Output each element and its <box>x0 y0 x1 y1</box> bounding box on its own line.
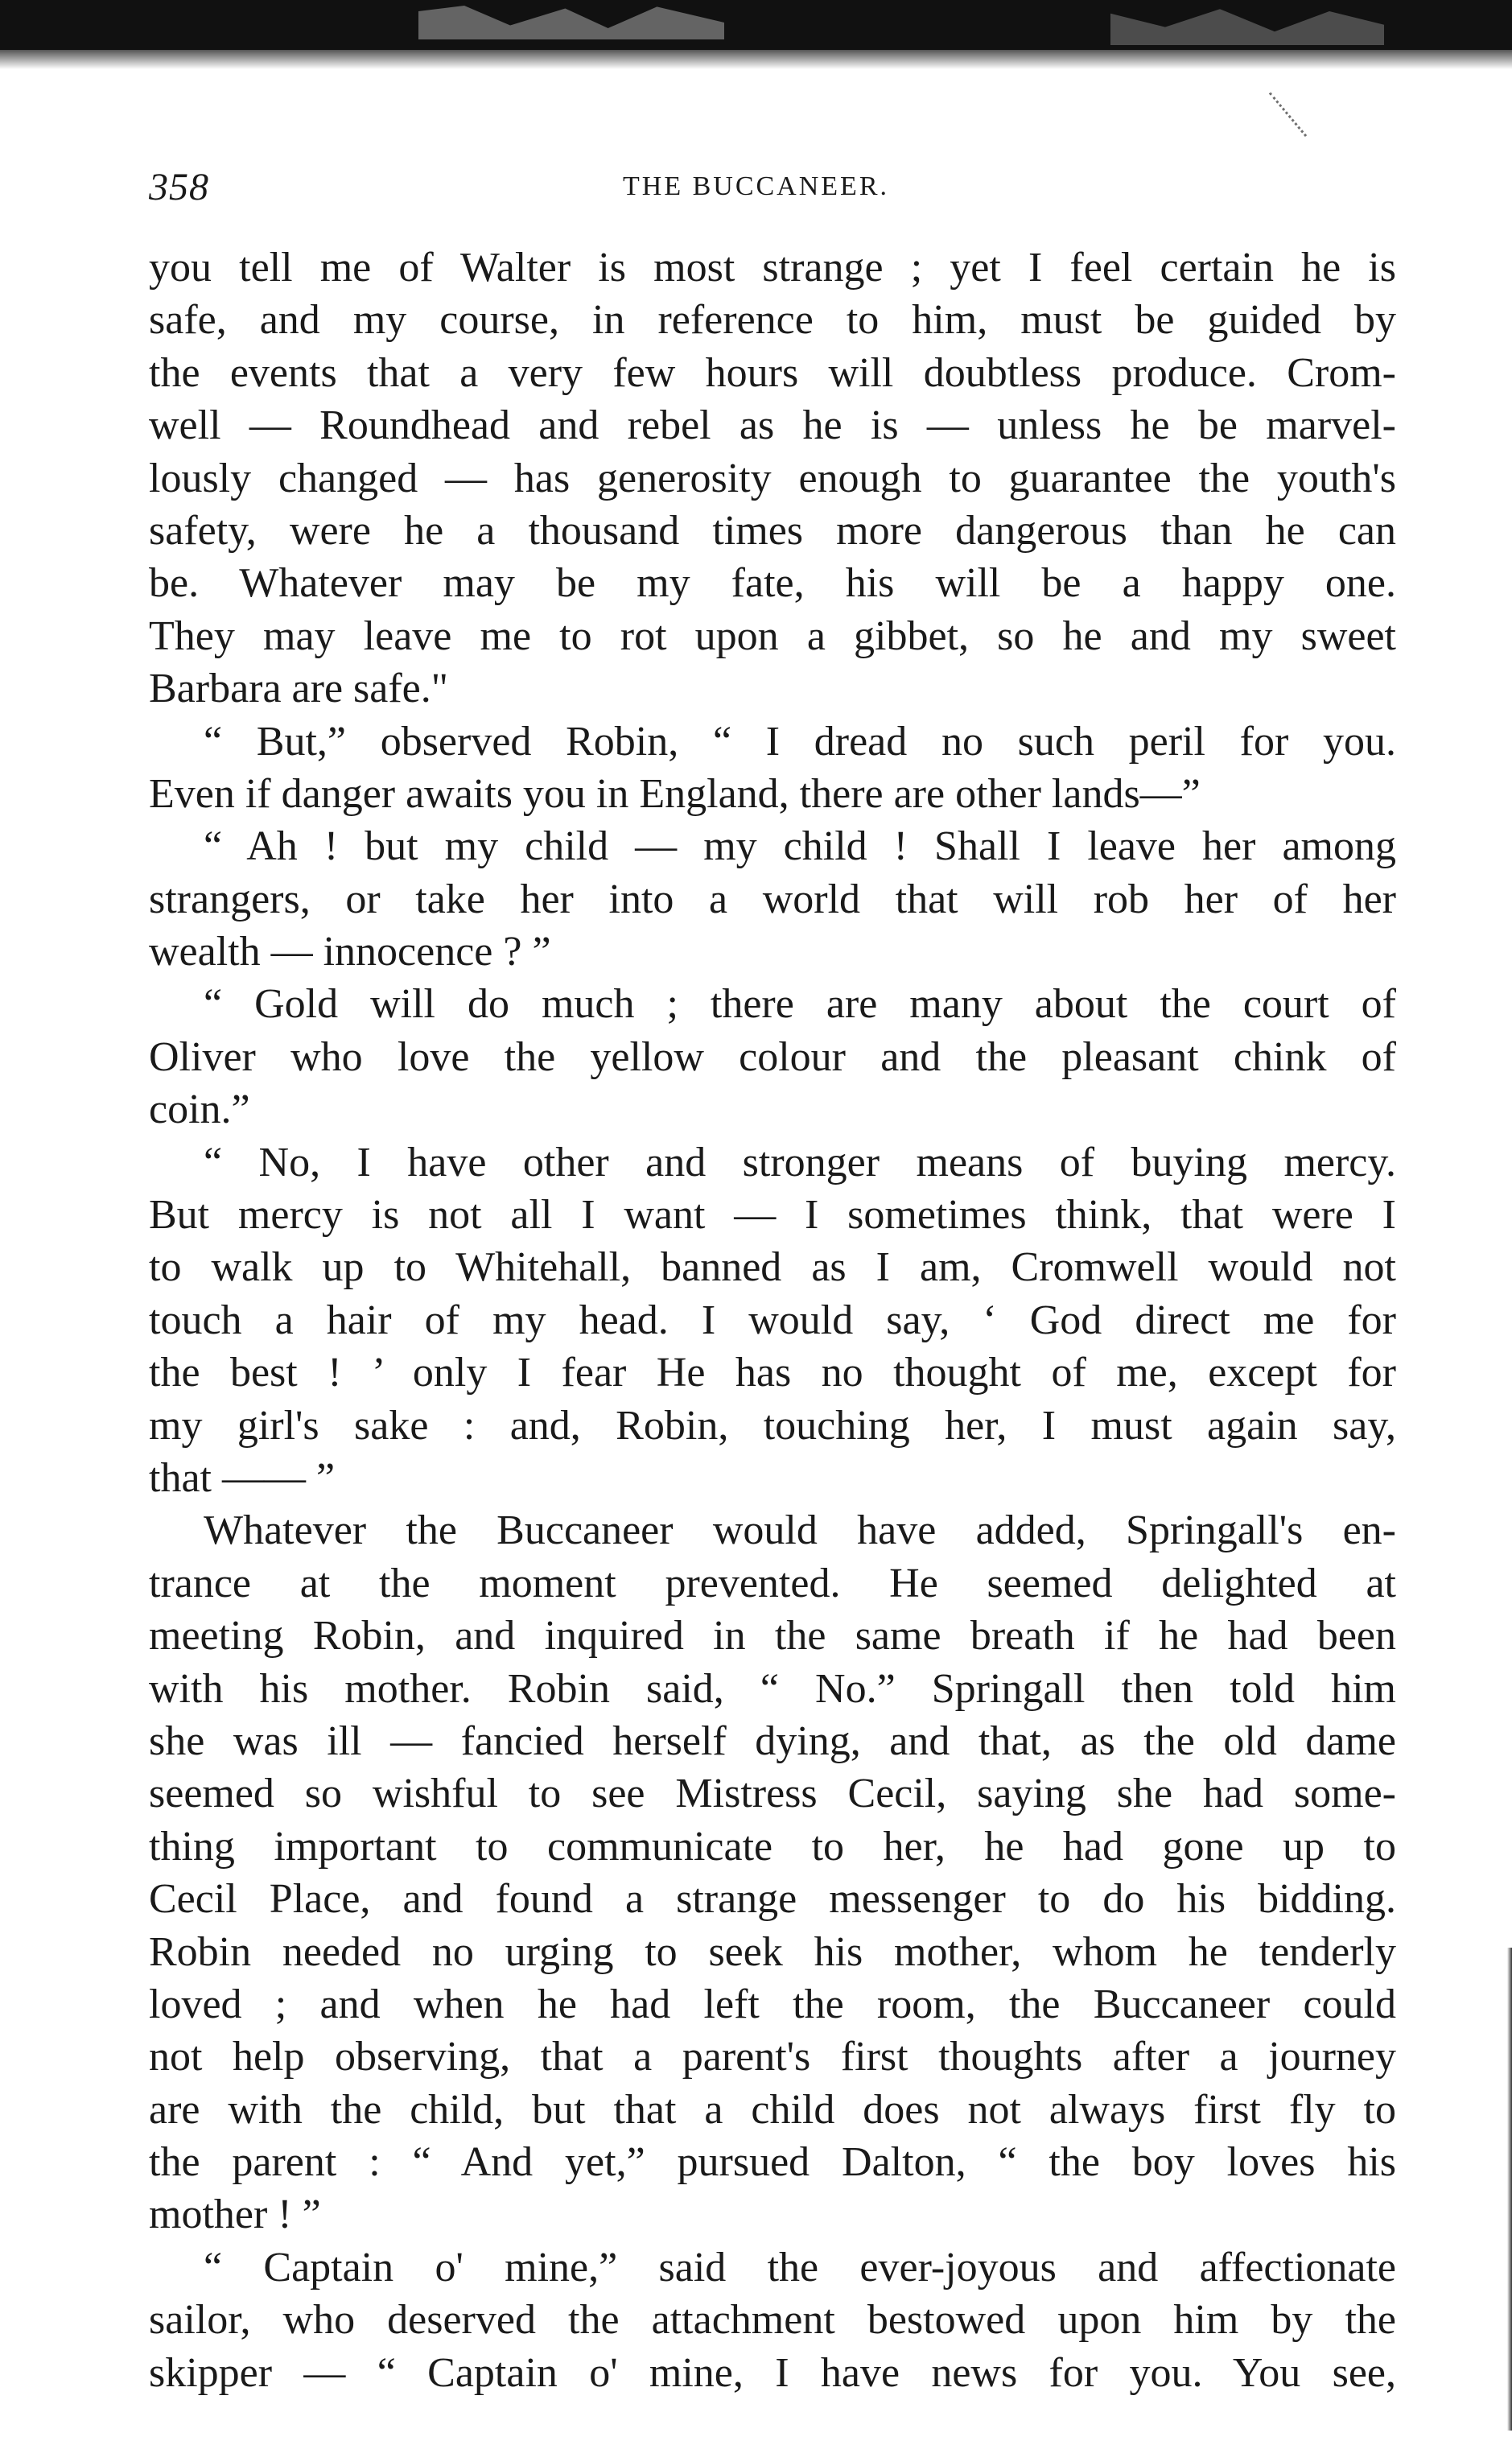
text-line: be. Whatever may be my fate, his will be a happy one. <box>149 560 1396 607</box>
page-edge-shadow <box>1507 1948 1512 2431</box>
text-line: strangers, or take her into a world that will rob her of her <box>149 876 1396 922</box>
text-line: “ Captain o' mine,” said the ever-joyous and affectionate <box>204 2244 1396 2290</box>
text-line: “ Ah ! but my child — my child ! Shall I leave her among <box>204 823 1396 870</box>
text-line: They may leave me to rot upon a gibbet, so he and my sweet <box>149 612 1396 659</box>
text-line: thing important to communicate to her, he had gone up to <box>149 1823 1396 1870</box>
text-line: the events that a very few hours will doubtless produce. Crom- <box>149 349 1396 396</box>
text-line: not help observing, that a parent's first thoughts after a journey <box>149 2034 1396 2080</box>
scan-artifact <box>1269 61 1344 137</box>
text-line: seemed so wishful to see Mistress Cecil, saying she had some- <box>149 1771 1396 1817</box>
text-line: Cecil Place, and found a strange messenger to do his bidding. <box>149 1876 1396 1923</box>
text-line: safety, were he a thousand times more dangerous than he can <box>149 507 1396 554</box>
text-line: Robin needed no urging to seek his mother, whom he tenderly <box>149 1928 1396 1975</box>
text-line: Oliver who love the yellow colour and the pleasant chink of <box>149 1033 1396 1080</box>
text-line: meeting Robin, and inquired in the same breath if he had been <box>149 1613 1396 1660</box>
text-line: that —— ” <box>149 1454 336 1501</box>
text-line: “ Gold will do much ; there are many about the court of <box>204 981 1396 1028</box>
text-line: the best ! ’ only I fear He has no thought of me, except for <box>149 1350 1396 1396</box>
text-line: Barbara are safe." <box>149 666 448 712</box>
text-line: wealth — innocence ? ” <box>149 929 551 975</box>
text-line: you tell me of Walter is most strange ; yet I feel certain he is <box>149 245 1396 291</box>
text-line: But mercy is not all I want — I sometimes think, that were I <box>149 1192 1396 1239</box>
text-line: Whatever the Buccaneer would have added, Springall's en- <box>204 1507 1396 1554</box>
text-line: well — Roundhead and rebel as he is — unless he be marvel- <box>149 402 1396 449</box>
text-line: to walk up to Whitehall, banned as I am, Cromwell would not <box>149 1244 1396 1291</box>
text-line: with his mother. Robin said, “ No.” Springall then told him <box>149 1665 1396 1712</box>
running-head: THE BUCCANEER. <box>623 171 889 201</box>
text-line: trance at the moment prevented. He seemed delighted at <box>149 1560 1396 1606</box>
text-line: “ But,” observed Robin, “ I dread no such peril for you. <box>204 718 1396 765</box>
text-line: touch a hair of my head. I would say, ‘ God direct me for <box>149 1297 1396 1343</box>
text-line: mother ! ” <box>149 2192 321 2238</box>
page-number: 358 <box>149 166 209 208</box>
text-line: Even if danger awaits you in England, there are other lands—” <box>149 770 1201 817</box>
text-line: skipper — “ Captain o' mine, I have news for you. You see, <box>149 2349 1396 2396</box>
text-line: she was ill — fancied herself dying, and that, as the old dame <box>149 1717 1396 1764</box>
text-line: sailor, who deserved the attachment bestowed upon him by the <box>149 2297 1396 2344</box>
text-line: “ No, I have other and stronger means of buying mercy. <box>204 1139 1396 1185</box>
text-line: the parent : “ And yet,” pursued Dalton, “ the boy loves his <box>149 2139 1396 2186</box>
text-line: are with the child, but that a child does not always first fly to <box>149 2086 1396 2133</box>
text-line: lously changed — has generosity enough to guarantee the youth's <box>149 455 1396 501</box>
text-line: my girl's sake : and, Robin, touching her, I must again say, <box>149 1402 1396 1449</box>
body-text <box>149 241 1396 2399</box>
text-line: loved ; and when he had left the room, the Buccaneer could <box>149 1981 1396 2027</box>
text-line: coin.” <box>149 1086 250 1133</box>
text-line: safe, and my course, in reference to him, must be guided by <box>149 297 1396 344</box>
